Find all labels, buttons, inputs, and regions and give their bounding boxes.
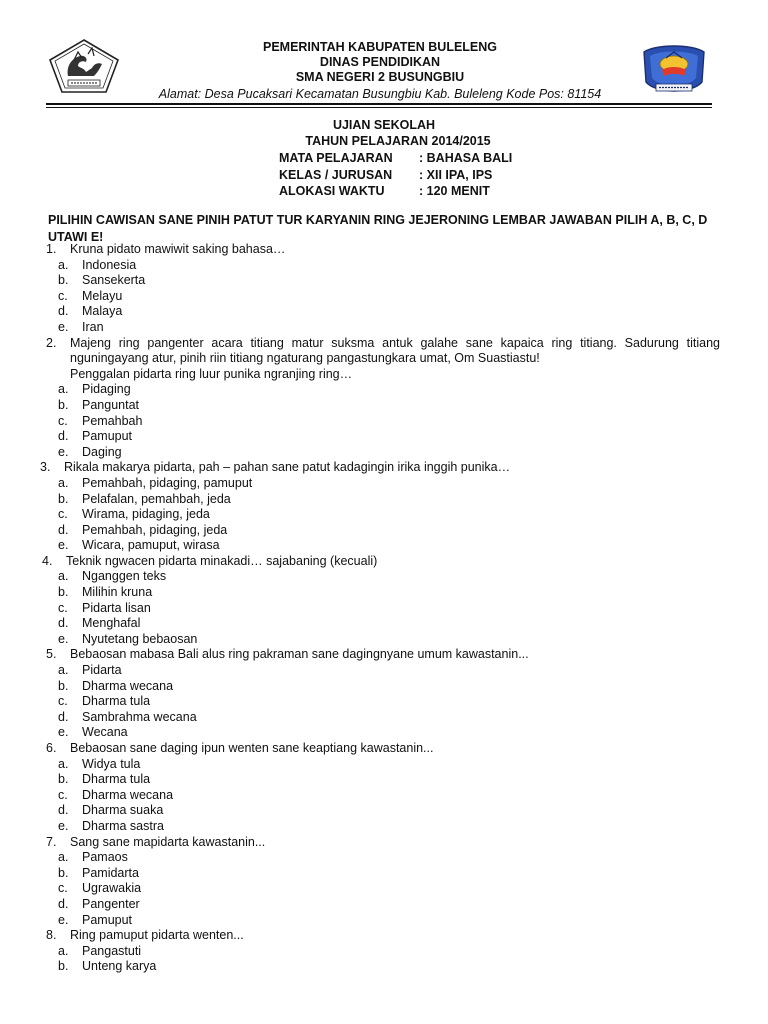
option-text: Pamuput <box>82 429 133 444</box>
option-b <box>0 492 768 508</box>
question-number: 5. <box>46 647 57 662</box>
question-text: Bebaosan sane daging ipun wenten sane keaptiang kawastanin... <box>70 741 434 755</box>
option-letter: d. <box>58 709 69 724</box>
option-letter: c. <box>58 787 68 802</box>
option-letter: e. <box>58 319 69 334</box>
question-number: 3. <box>40 460 51 475</box>
option-text: Nyutetang bebaosan <box>82 631 198 646</box>
option-e <box>0 819 768 835</box>
option-text: Dharma tula <box>82 694 151 709</box>
option-letter: e. <box>58 631 69 646</box>
letterhead-divider-thick <box>46 103 712 105</box>
meta-row-subject <box>279 150 512 167</box>
option-text: Pamaos <box>82 850 128 865</box>
question-6 <box>0 741 768 835</box>
option-text: Pemahbah, pidaging, jeda <box>82 522 228 537</box>
option-text: Sambrahma wecana <box>82 709 197 724</box>
option-text: Panguntat <box>82 397 139 412</box>
option-letter: d. <box>58 304 69 319</box>
option-letter: b. <box>58 273 69 288</box>
question-text: Kruna pidato mawiwit saking bahasa… <box>70 242 286 256</box>
option-letter: c. <box>58 694 68 709</box>
government-name: PEMERINTAH KABUPATEN BULELENG <box>262 40 498 54</box>
meta-row-class <box>279 167 512 184</box>
question-number: 2. <box>46 335 57 350</box>
question-text: Rikala makarya pidarta, pah – pahan sane patut kadagingin irika inggih punika… <box>64 460 511 475</box>
option-text: Dharma wecana <box>82 678 174 693</box>
option-b <box>0 772 768 788</box>
option-letter: a. <box>58 257 69 272</box>
option-letter: a. <box>58 569 69 584</box>
exam-meta-table <box>279 150 512 200</box>
option-b <box>0 585 768 601</box>
question-number: 1. <box>46 242 57 256</box>
option-letter: d. <box>58 896 69 911</box>
option-d <box>0 897 768 913</box>
meta-value: : BAHASA BALI <box>419 151 513 165</box>
option-letter: b. <box>58 772 69 787</box>
option-e <box>0 725 768 741</box>
option-a <box>0 757 768 773</box>
meta-key: MATA PELAJARAN <box>279 151 393 165</box>
meta-key: KELAS / JURUSAN <box>279 167 393 182</box>
option-b <box>0 398 768 414</box>
question-number: 8. <box>46 928 57 943</box>
question-number: 7. <box>46 834 57 849</box>
option-letter: b. <box>58 397 69 412</box>
option-c <box>0 414 768 430</box>
option-letter: e. <box>58 912 69 927</box>
meta-row-duration <box>279 183 512 200</box>
buleleng-emblem-logo <box>48 38 120 94</box>
option-d <box>0 523 768 539</box>
option-letter: c. <box>58 881 68 896</box>
option-a <box>0 476 768 492</box>
option-c <box>0 694 768 710</box>
option-letter: e. <box>58 725 69 740</box>
option-text: Unteng karya <box>82 959 157 974</box>
option-d <box>0 616 768 632</box>
school-emblem-logo <box>636 40 712 98</box>
option-text: Nganggen teks <box>82 569 167 584</box>
option-a <box>0 663 768 679</box>
option-letter: b. <box>58 865 69 880</box>
option-letter: e. <box>58 444 69 459</box>
option-text: Sansekerta <box>82 273 146 288</box>
option-letter: a. <box>58 943 69 958</box>
question-3 <box>0 460 768 554</box>
option-text: Pemahbah <box>82 413 143 428</box>
option-text: Pamuput <box>82 912 133 927</box>
option-text: Dharma sastra <box>82 818 164 833</box>
school-address: Alamat: Desa Pucaksari Kecamatan Busungbiu Kab. Buleleng Kode Pos: 81154 <box>158 87 602 101</box>
question-text: Ring pamuput pidarta wenten... <box>70 928 244 943</box>
question-2 <box>0 336 768 461</box>
department-name: DINAS PENDIDIKAN <box>319 55 441 69</box>
option-letter: b. <box>58 491 69 506</box>
question-passage: Majeng ring pangenter acara titiang matur suksma antuk galahe sane kapaica ring titiang. Sadurung titiang nguningayang atur, pinih riin titiang ngaturang pangastungkara umat, Om Suastiastu! <box>70 335 720 366</box>
meta-value: : XII IPA, IPS <box>419 167 493 182</box>
option-a <box>0 569 768 585</box>
option-letter: c. <box>58 413 68 428</box>
question-text: Teknik ngwacen pidarta minakadi… sajabaning (kecuali) <box>66 553 378 568</box>
question-text: Sang sane mapidarta kawastanin... <box>70 834 266 849</box>
option-c <box>0 601 768 617</box>
option-text: Pangenter <box>82 896 140 911</box>
option-c <box>0 289 768 305</box>
option-e <box>0 632 768 648</box>
option-a <box>0 850 768 866</box>
option-text: Dharma wecana <box>82 787 174 802</box>
option-letter: a. <box>58 756 69 771</box>
option-letter: d. <box>58 429 69 444</box>
option-letter: d. <box>58 803 69 818</box>
option-a <box>0 258 768 274</box>
option-letter: d. <box>58 616 69 631</box>
question-1 <box>0 242 768 336</box>
question-number: 4. <box>42 553 53 568</box>
option-a <box>0 944 768 960</box>
option-d <box>0 304 768 320</box>
option-letter: b. <box>58 678 69 693</box>
option-letter: d. <box>58 522 69 537</box>
option-a <box>0 382 768 398</box>
option-text: Pemahbah, pidaging, pamuput <box>82 475 253 490</box>
option-letter: a. <box>58 475 69 490</box>
question-number: 6. <box>46 741 57 755</box>
option-letter: a. <box>58 850 69 865</box>
exam-name: UJIAN SEKOLAH <box>332 118 436 132</box>
question-text <box>70 336 720 383</box>
option-c <box>0 507 768 523</box>
question-prompt: Penggalan pidarta ring luur punika ngranjing ring… <box>70 366 353 381</box>
option-d <box>0 803 768 819</box>
letterhead <box>140 40 620 103</box>
option-text: Ugrawakia <box>82 881 142 896</box>
question-4 <box>0 554 768 648</box>
option-text: Widya tula <box>82 756 141 771</box>
school-name: SMA NEGERI 2 BUSUNGBIU <box>295 70 465 84</box>
question-list <box>0 242 768 975</box>
option-d <box>0 710 768 726</box>
question-8 <box>0 928 768 975</box>
question-7 <box>0 835 768 929</box>
option-text: Malaya <box>82 304 123 319</box>
exam-instruction: PILIHIN CAWISAN SANE PINIH PATUT TUR KARYANIN RING JEJERONING LEMBAR JAWABAN PILIH A, B, C, D UTAWI E! <box>48 213 708 244</box>
option-letter: c. <box>58 600 68 615</box>
option-text: Wirama, pidaging, jeda <box>82 507 210 522</box>
option-text: Pamidarta <box>82 865 139 880</box>
option-letter: b. <box>58 585 69 600</box>
question-5 <box>0 647 768 741</box>
option-letter: e. <box>58 818 69 833</box>
option-b <box>0 679 768 695</box>
meta-key: ALOKASI WAKTU <box>279 184 385 198</box>
option-d <box>0 429 768 445</box>
option-text: Pelafalan, pemahbah, jeda <box>82 491 231 506</box>
exam-title <box>0 118 768 149</box>
option-c <box>0 788 768 804</box>
option-letter: b. <box>58 959 69 974</box>
option-text: Daging <box>82 444 122 459</box>
option-c <box>0 881 768 897</box>
option-text: Pidarta lisan <box>82 600 151 615</box>
option-text: Melayu <box>82 288 123 303</box>
question-text: Bebaosan mabasa Bali alus ring pakraman sane dagingnyane umum kawastanin... <box>70 647 529 662</box>
option-text: Menghafal <box>82 616 141 631</box>
letterhead-divider-thin <box>46 107 712 108</box>
option-letter: c. <box>58 288 68 303</box>
option-text: Indonesia <box>82 257 137 272</box>
option-text: Wicara, pamuput, wirasa <box>82 538 220 553</box>
option-e <box>0 320 768 336</box>
option-b <box>0 273 768 289</box>
option-text: Iran <box>82 319 104 334</box>
option-text: Dharma tula <box>82 772 151 787</box>
option-e <box>0 445 768 461</box>
option-letter: a. <box>58 382 69 397</box>
meta-value: : 120 MENIT <box>419 184 490 198</box>
option-letter: e. <box>58 538 69 553</box>
option-text: Pangastuti <box>82 943 142 958</box>
option-letter: c. <box>58 507 68 522</box>
option-letter: a. <box>58 663 69 678</box>
option-b <box>0 866 768 882</box>
option-text: Milihin kruna <box>82 585 153 600</box>
option-text: Wecana <box>82 725 128 740</box>
option-e <box>0 538 768 554</box>
option-e <box>0 913 768 929</box>
academic-year: TAHUN PELAJARAN 2014/2015 <box>305 133 491 148</box>
option-text: Pidaging <box>82 382 131 397</box>
option-b <box>0 959 768 975</box>
option-text: Dharma suaka <box>82 803 164 818</box>
option-text: Pidarta <box>82 663 122 678</box>
